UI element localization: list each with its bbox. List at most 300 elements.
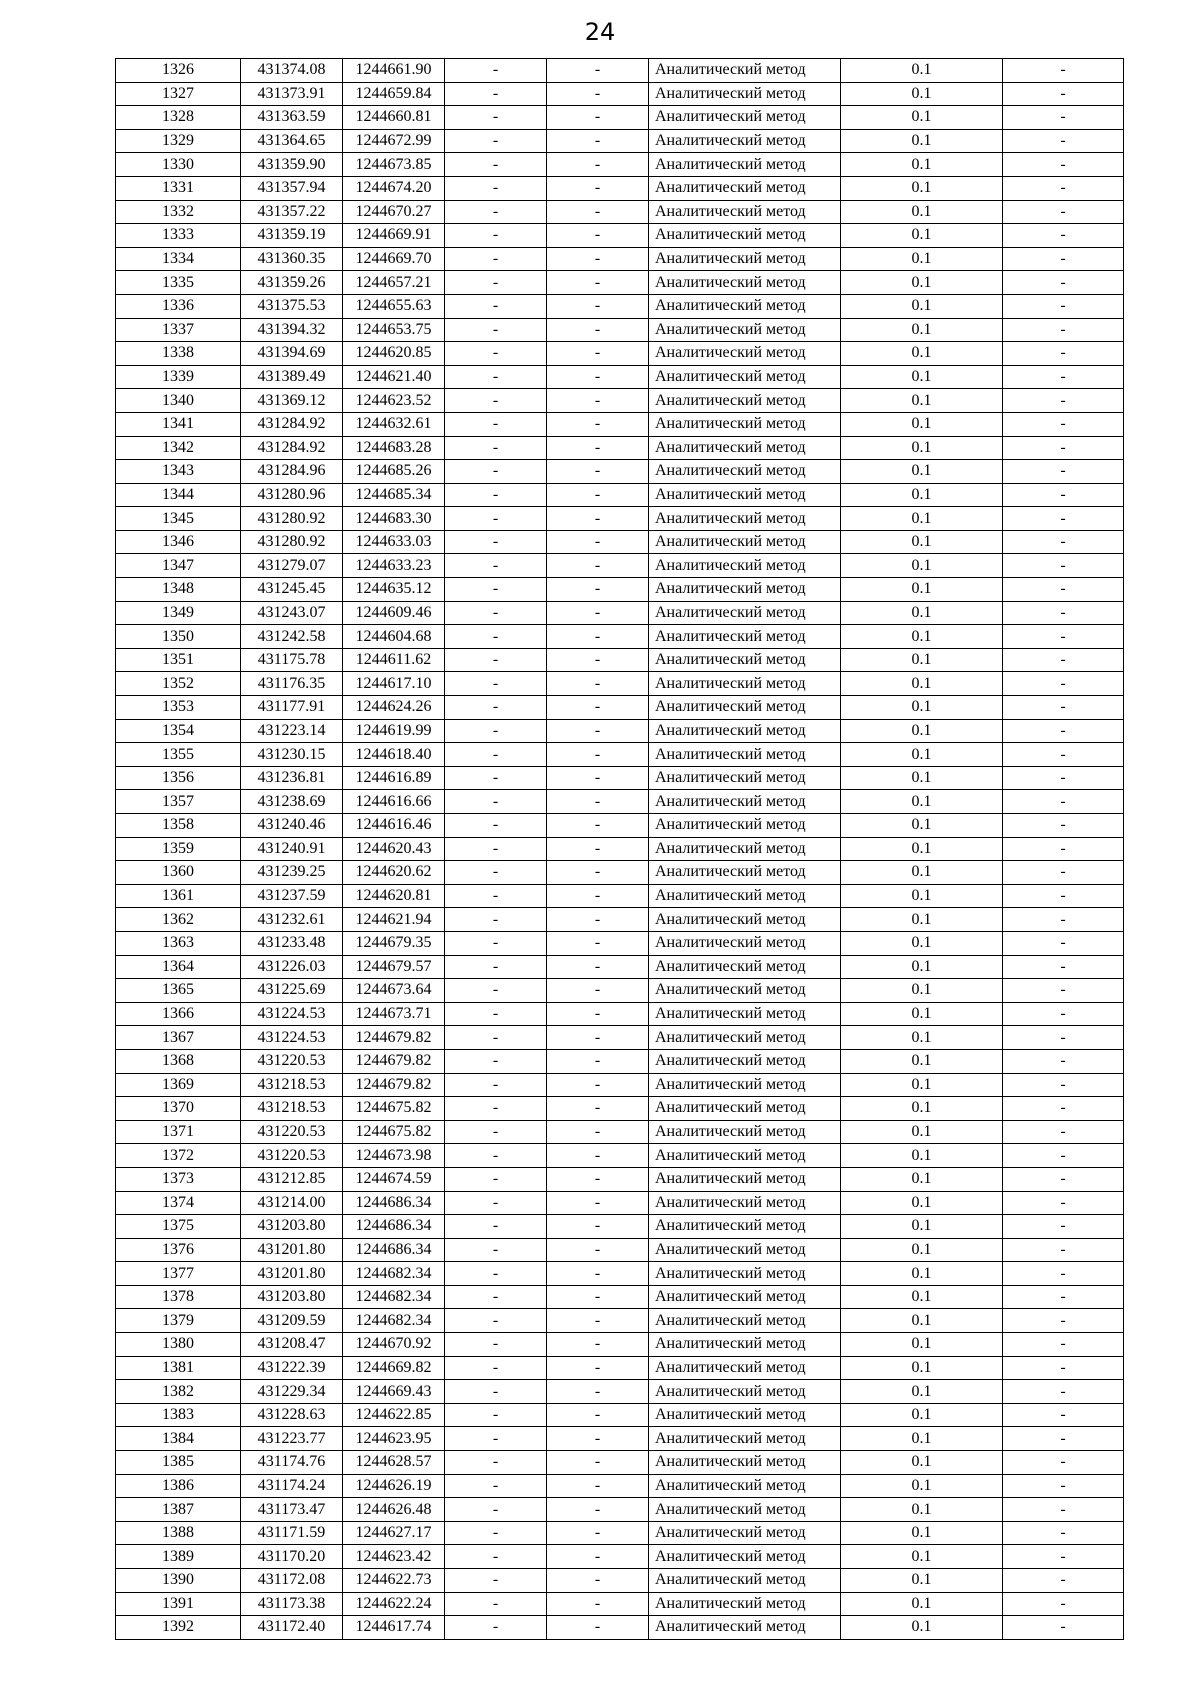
table-row [116, 1262, 1124, 1286]
empty-cell: - [547, 1333, 649, 1357]
precision-cell: 0.1 [841, 1427, 1003, 1451]
y-coordinate-cell: 1244659.84 [343, 82, 445, 106]
empty-cell: - [445, 176, 547, 200]
empty-cell: - [445, 1356, 547, 1380]
point-number-cell: 1371 [116, 1120, 241, 1144]
precision-cell: 0.1 [841, 1049, 1003, 1073]
table-row [116, 1120, 1124, 1144]
precision-cell: 0.1 [841, 696, 1003, 720]
method-cell: Аналитический метод [649, 1403, 841, 1427]
method-cell: Аналитический метод [649, 1120, 841, 1144]
empty-cell: - [547, 696, 649, 720]
empty-cell: - [1003, 1474, 1124, 1498]
x-coordinate-cell: 431232.61 [241, 908, 343, 932]
empty-cell: - [547, 1569, 649, 1593]
empty-cell: - [445, 1073, 547, 1097]
point-number-cell: 1390 [116, 1569, 241, 1593]
x-coordinate-cell: 431280.92 [241, 507, 343, 531]
y-coordinate-cell: 1244675.82 [343, 1097, 445, 1121]
empty-cell: - [547, 82, 649, 106]
x-coordinate-cell: 431373.91 [241, 82, 343, 106]
precision-cell: 0.1 [841, 1356, 1003, 1380]
precision-cell: 0.1 [841, 1120, 1003, 1144]
empty-cell: - [1003, 176, 1124, 200]
x-coordinate-cell: 431359.26 [241, 271, 343, 295]
table-row [116, 672, 1124, 696]
y-coordinate-cell: 1244623.52 [343, 389, 445, 413]
point-number-cell: 1379 [116, 1309, 241, 1333]
table-row [116, 82, 1124, 106]
table-row [116, 483, 1124, 507]
precision-cell: 0.1 [841, 931, 1003, 955]
point-number-cell: 1365 [116, 979, 241, 1003]
empty-cell: - [547, 436, 649, 460]
empty-cell: - [547, 1262, 649, 1286]
empty-cell: - [445, 1545, 547, 1569]
empty-cell: - [1003, 648, 1124, 672]
point-number-cell: 1364 [116, 955, 241, 979]
empty-cell: - [1003, 1545, 1124, 1569]
x-coordinate-cell: 431240.46 [241, 814, 343, 838]
y-coordinate-cell: 1244632.61 [343, 412, 445, 436]
empty-cell: - [547, 979, 649, 1003]
empty-cell: - [445, 507, 547, 531]
empty-cell: - [547, 908, 649, 932]
empty-cell: - [445, 955, 547, 979]
table-row [116, 1097, 1124, 1121]
precision-cell: 0.1 [841, 1451, 1003, 1475]
empty-cell: - [547, 1356, 649, 1380]
empty-cell: - [1003, 1309, 1124, 1333]
method-cell: Аналитический метод [649, 1592, 841, 1616]
precision-cell: 0.1 [841, 153, 1003, 177]
precision-cell: 0.1 [841, 59, 1003, 83]
method-cell: Аналитический метод [649, 1262, 841, 1286]
table-row [116, 1356, 1124, 1380]
point-number-cell: 1329 [116, 129, 241, 153]
empty-cell: - [547, 1427, 649, 1451]
empty-cell: - [547, 743, 649, 767]
y-coordinate-cell: 1244616.89 [343, 766, 445, 790]
table-row [116, 106, 1124, 130]
method-cell: Аналитический метод [649, 743, 841, 767]
x-coordinate-cell: 431369.12 [241, 389, 343, 413]
table-row [116, 908, 1124, 932]
x-coordinate-cell: 431220.53 [241, 1120, 343, 1144]
precision-cell: 0.1 [841, 955, 1003, 979]
y-coordinate-cell: 1244617.74 [343, 1616, 445, 1640]
y-coordinate-cell: 1244611.62 [343, 648, 445, 672]
table-row [116, 1521, 1124, 1545]
x-coordinate-cell: 431239.25 [241, 861, 343, 885]
point-number-cell: 1367 [116, 1026, 241, 1050]
precision-cell: 0.1 [841, 507, 1003, 531]
empty-cell: - [1003, 1356, 1124, 1380]
method-cell: Аналитический метод [649, 696, 841, 720]
empty-cell: - [1003, 1333, 1124, 1357]
point-number-cell: 1349 [116, 601, 241, 625]
y-coordinate-cell: 1244679.82 [343, 1049, 445, 1073]
point-number-cell: 1339 [116, 365, 241, 389]
table-row [116, 766, 1124, 790]
empty-cell: - [547, 814, 649, 838]
x-coordinate-cell: 431201.80 [241, 1262, 343, 1286]
empty-cell: - [445, 106, 547, 130]
precision-cell: 0.1 [841, 1002, 1003, 1026]
y-coordinate-cell: 1244674.20 [343, 176, 445, 200]
empty-cell: - [1003, 790, 1124, 814]
precision-cell: 0.1 [841, 1545, 1003, 1569]
y-coordinate-cell: 1244670.27 [343, 200, 445, 224]
point-number-cell: 1359 [116, 837, 241, 861]
point-number-cell: 1387 [116, 1498, 241, 1522]
point-number-cell: 1341 [116, 412, 241, 436]
point-number-cell: 1383 [116, 1403, 241, 1427]
y-coordinate-cell: 1244686.34 [343, 1191, 445, 1215]
empty-cell: - [547, 1592, 649, 1616]
x-coordinate-cell: 431357.22 [241, 200, 343, 224]
method-cell: Аналитический метод [649, 814, 841, 838]
method-cell: Аналитический метод [649, 1167, 841, 1191]
empty-cell: - [1003, 861, 1124, 885]
precision-cell: 0.1 [841, 1592, 1003, 1616]
empty-cell: - [1003, 530, 1124, 554]
empty-cell: - [1003, 1380, 1124, 1404]
precision-cell: 0.1 [841, 200, 1003, 224]
x-coordinate-cell: 431172.08 [241, 1569, 343, 1593]
table-row [116, 1333, 1124, 1357]
y-coordinate-cell: 1244679.82 [343, 1026, 445, 1050]
empty-cell: - [1003, 979, 1124, 1003]
empty-cell: - [547, 460, 649, 484]
empty-cell: - [1003, 389, 1124, 413]
table-row [116, 1191, 1124, 1215]
x-coordinate-cell: 431375.53 [241, 294, 343, 318]
precision-cell: 0.1 [841, 1380, 1003, 1404]
method-cell: Аналитический метод [649, 837, 841, 861]
precision-cell: 0.1 [841, 790, 1003, 814]
x-coordinate-cell: 431229.34 [241, 1380, 343, 1404]
y-coordinate-cell: 1244622.73 [343, 1569, 445, 1593]
y-coordinate-cell: 1244604.68 [343, 625, 445, 649]
precision-cell: 0.1 [841, 460, 1003, 484]
x-coordinate-cell: 431243.07 [241, 601, 343, 625]
precision-cell: 0.1 [841, 1073, 1003, 1097]
method-cell: Аналитический метод [649, 106, 841, 130]
precision-cell: 0.1 [841, 106, 1003, 130]
point-number-cell: 1331 [116, 176, 241, 200]
x-coordinate-cell: 431203.80 [241, 1215, 343, 1239]
precision-cell: 0.1 [841, 1097, 1003, 1121]
y-coordinate-cell: 1244655.63 [343, 294, 445, 318]
table-row [116, 1215, 1124, 1239]
empty-cell: - [1003, 1238, 1124, 1262]
precision-cell: 0.1 [841, 1498, 1003, 1522]
empty-cell: - [1003, 483, 1124, 507]
x-coordinate-cell: 431223.14 [241, 719, 343, 743]
y-coordinate-cell: 1244685.34 [343, 483, 445, 507]
method-cell: Аналитический метод [649, 1498, 841, 1522]
table-row [116, 790, 1124, 814]
empty-cell: - [1003, 1427, 1124, 1451]
empty-cell: - [1003, 153, 1124, 177]
table-row [116, 601, 1124, 625]
table-row [116, 1569, 1124, 1593]
empty-cell: - [547, 884, 649, 908]
method-cell: Аналитический метод [649, 1309, 841, 1333]
empty-cell: - [1003, 1285, 1124, 1309]
point-number-cell: 1352 [116, 672, 241, 696]
point-number-cell: 1370 [116, 1097, 241, 1121]
empty-cell: - [1003, 625, 1124, 649]
point-number-cell: 1326 [116, 59, 241, 83]
method-cell: Аналитический метод [649, 294, 841, 318]
empty-cell: - [445, 365, 547, 389]
table-row [116, 1073, 1124, 1097]
y-coordinate-cell: 1244633.03 [343, 530, 445, 554]
point-number-cell: 1330 [116, 153, 241, 177]
x-coordinate-cell: 431214.00 [241, 1191, 343, 1215]
y-coordinate-cell: 1244675.82 [343, 1120, 445, 1144]
precision-cell: 0.1 [841, 814, 1003, 838]
point-number-cell: 1343 [116, 460, 241, 484]
empty-cell: - [1003, 271, 1124, 295]
point-number-cell: 1348 [116, 578, 241, 602]
empty-cell: - [1003, 318, 1124, 342]
point-number-cell: 1373 [116, 1167, 241, 1191]
point-number-cell: 1353 [116, 696, 241, 720]
method-cell: Аналитический метод [649, 1002, 841, 1026]
empty-cell: - [445, 129, 547, 153]
x-coordinate-cell: 431242.58 [241, 625, 343, 649]
table-row [116, 200, 1124, 224]
empty-cell: - [1003, 1262, 1124, 1286]
method-cell: Аналитический метод [649, 224, 841, 248]
precision-cell: 0.1 [841, 719, 1003, 743]
table-row [116, 129, 1124, 153]
empty-cell: - [445, 814, 547, 838]
precision-cell: 0.1 [841, 389, 1003, 413]
table-row [116, 318, 1124, 342]
method-cell: Аналитический метод [649, 1238, 841, 1262]
y-coordinate-cell: 1244679.35 [343, 931, 445, 955]
y-coordinate-cell: 1244669.43 [343, 1380, 445, 1404]
y-coordinate-cell: 1244617.10 [343, 672, 445, 696]
method-cell: Аналитический метод [649, 648, 841, 672]
empty-cell: - [547, 554, 649, 578]
precision-cell: 0.1 [841, 625, 1003, 649]
point-number-cell: 1337 [116, 318, 241, 342]
y-coordinate-cell: 1244609.46 [343, 601, 445, 625]
method-cell: Аналитический метод [649, 1616, 841, 1640]
empty-cell: - [1003, 200, 1124, 224]
empty-cell: - [1003, 743, 1124, 767]
x-coordinate-cell: 431238.69 [241, 790, 343, 814]
precision-cell: 0.1 [841, 1309, 1003, 1333]
empty-cell: - [547, 1309, 649, 1333]
y-coordinate-cell: 1244635.12 [343, 578, 445, 602]
table-row [116, 648, 1124, 672]
empty-cell: - [547, 1215, 649, 1239]
x-coordinate-cell: 431357.94 [241, 176, 343, 200]
empty-cell: - [445, 790, 547, 814]
empty-cell: - [1003, 1049, 1124, 1073]
empty-cell: - [1003, 1521, 1124, 1545]
empty-cell: - [1003, 1191, 1124, 1215]
table-row [116, 1309, 1124, 1333]
precision-cell: 0.1 [841, 1474, 1003, 1498]
method-cell: Аналитический метод [649, 530, 841, 554]
empty-cell: - [547, 507, 649, 531]
precision-cell: 0.1 [841, 1167, 1003, 1191]
empty-cell: - [547, 247, 649, 271]
x-coordinate-cell: 431374.08 [241, 59, 343, 83]
table-row [116, 460, 1124, 484]
empty-cell: - [445, 1262, 547, 1286]
empty-cell: - [547, 1238, 649, 1262]
empty-cell: - [547, 318, 649, 342]
table-row [116, 530, 1124, 554]
empty-cell: - [445, 483, 547, 507]
point-number-cell: 1382 [116, 1380, 241, 1404]
empty-cell: - [1003, 82, 1124, 106]
empty-cell: - [547, 1380, 649, 1404]
table-row [116, 294, 1124, 318]
empty-cell: - [547, 790, 649, 814]
point-number-cell: 1340 [116, 389, 241, 413]
y-coordinate-cell: 1244669.91 [343, 224, 445, 248]
empty-cell: - [1003, 1167, 1124, 1191]
method-cell: Аналитический метод [649, 82, 841, 106]
y-coordinate-cell: 1244674.59 [343, 1167, 445, 1191]
empty-cell: - [1003, 601, 1124, 625]
table-row [116, 247, 1124, 271]
empty-cell: - [445, 1167, 547, 1191]
empty-cell: - [445, 1333, 547, 1357]
y-coordinate-cell: 1244620.62 [343, 861, 445, 885]
method-cell: Аналитический метод [649, 1073, 841, 1097]
empty-cell: - [1003, 1097, 1124, 1121]
empty-cell: - [1003, 1451, 1124, 1475]
point-number-cell: 1388 [116, 1521, 241, 1545]
method-cell: Аналитический метод [649, 554, 841, 578]
empty-cell: - [547, 1073, 649, 1097]
point-number-cell: 1372 [116, 1144, 241, 1168]
y-coordinate-cell: 1244623.95 [343, 1427, 445, 1451]
x-coordinate-cell: 431173.38 [241, 1592, 343, 1616]
empty-cell: - [1003, 1073, 1124, 1097]
empty-cell: - [1003, 1403, 1124, 1427]
point-number-cell: 1389 [116, 1545, 241, 1569]
precision-cell: 0.1 [841, 224, 1003, 248]
point-number-cell: 1338 [116, 342, 241, 366]
x-coordinate-cell: 431230.15 [241, 743, 343, 767]
point-number-cell: 1328 [116, 106, 241, 130]
method-cell: Аналитический метод [649, 436, 841, 460]
empty-cell: - [547, 1616, 649, 1640]
precision-cell: 0.1 [841, 578, 1003, 602]
precision-cell: 0.1 [841, 483, 1003, 507]
point-number-cell: 1358 [116, 814, 241, 838]
empty-cell: - [547, 955, 649, 979]
precision-cell: 0.1 [841, 1403, 1003, 1427]
empty-cell: - [547, 294, 649, 318]
empty-cell: - [445, 1451, 547, 1475]
method-cell: Аналитический метод [649, 1380, 841, 1404]
y-coordinate-cell: 1244679.57 [343, 955, 445, 979]
point-number-cell: 1356 [116, 766, 241, 790]
empty-cell: - [1003, 1120, 1124, 1144]
y-coordinate-cell: 1244686.34 [343, 1215, 445, 1239]
empty-cell: - [1003, 1215, 1124, 1239]
point-number-cell: 1355 [116, 743, 241, 767]
empty-cell: - [445, 719, 547, 743]
point-number-cell: 1344 [116, 483, 241, 507]
x-coordinate-cell: 431172.40 [241, 1616, 343, 1640]
x-coordinate-cell: 431228.63 [241, 1403, 343, 1427]
point-number-cell: 1350 [116, 625, 241, 649]
point-number-cell: 1376 [116, 1238, 241, 1262]
table-row [116, 1144, 1124, 1168]
method-cell: Аналитический метод [649, 129, 841, 153]
empty-cell: - [547, 1167, 649, 1191]
empty-cell: - [445, 224, 547, 248]
table-row [116, 436, 1124, 460]
precision-cell: 0.1 [841, 672, 1003, 696]
x-coordinate-cell: 431220.53 [241, 1049, 343, 1073]
empty-cell: - [445, 389, 547, 413]
empty-cell: - [445, 1569, 547, 1593]
empty-cell: - [1003, 365, 1124, 389]
empty-cell: - [445, 1097, 547, 1121]
empty-cell: - [445, 1309, 547, 1333]
precision-cell: 0.1 [841, 530, 1003, 554]
empty-cell: - [547, 389, 649, 413]
method-cell: Аналитический метод [649, 908, 841, 932]
table-row [116, 554, 1124, 578]
method-cell: Аналитический метод [649, 625, 841, 649]
y-coordinate-cell: 1244620.85 [343, 342, 445, 366]
method-cell: Аналитический метод [649, 1521, 841, 1545]
precision-cell: 0.1 [841, 412, 1003, 436]
precision-cell: 0.1 [841, 554, 1003, 578]
method-cell: Аналитический метод [649, 389, 841, 413]
method-cell: Аналитический метод [649, 1474, 841, 1498]
method-cell: Аналитический метод [649, 1451, 841, 1475]
empty-cell: - [547, 200, 649, 224]
empty-cell: - [547, 176, 649, 200]
y-coordinate-cell: 1244682.34 [343, 1262, 445, 1286]
x-coordinate-cell: 431176.35 [241, 672, 343, 696]
empty-cell: - [547, 625, 649, 649]
empty-cell: - [445, 696, 547, 720]
x-coordinate-cell: 431284.92 [241, 436, 343, 460]
x-coordinate-cell: 431224.53 [241, 1002, 343, 1026]
empty-cell: - [445, 766, 547, 790]
y-coordinate-cell: 1244661.90 [343, 59, 445, 83]
y-coordinate-cell: 1244627.17 [343, 1521, 445, 1545]
x-coordinate-cell: 431279.07 [241, 554, 343, 578]
y-coordinate-cell: 1244669.70 [343, 247, 445, 271]
empty-cell: - [445, 672, 547, 696]
x-coordinate-cell: 431224.53 [241, 1026, 343, 1050]
x-coordinate-cell: 431218.53 [241, 1073, 343, 1097]
x-coordinate-cell: 431364.65 [241, 129, 343, 153]
point-number-cell: 1346 [116, 530, 241, 554]
empty-cell: - [1003, 247, 1124, 271]
point-number-cell: 1332 [116, 200, 241, 224]
method-cell: Аналитический метод [649, 342, 841, 366]
